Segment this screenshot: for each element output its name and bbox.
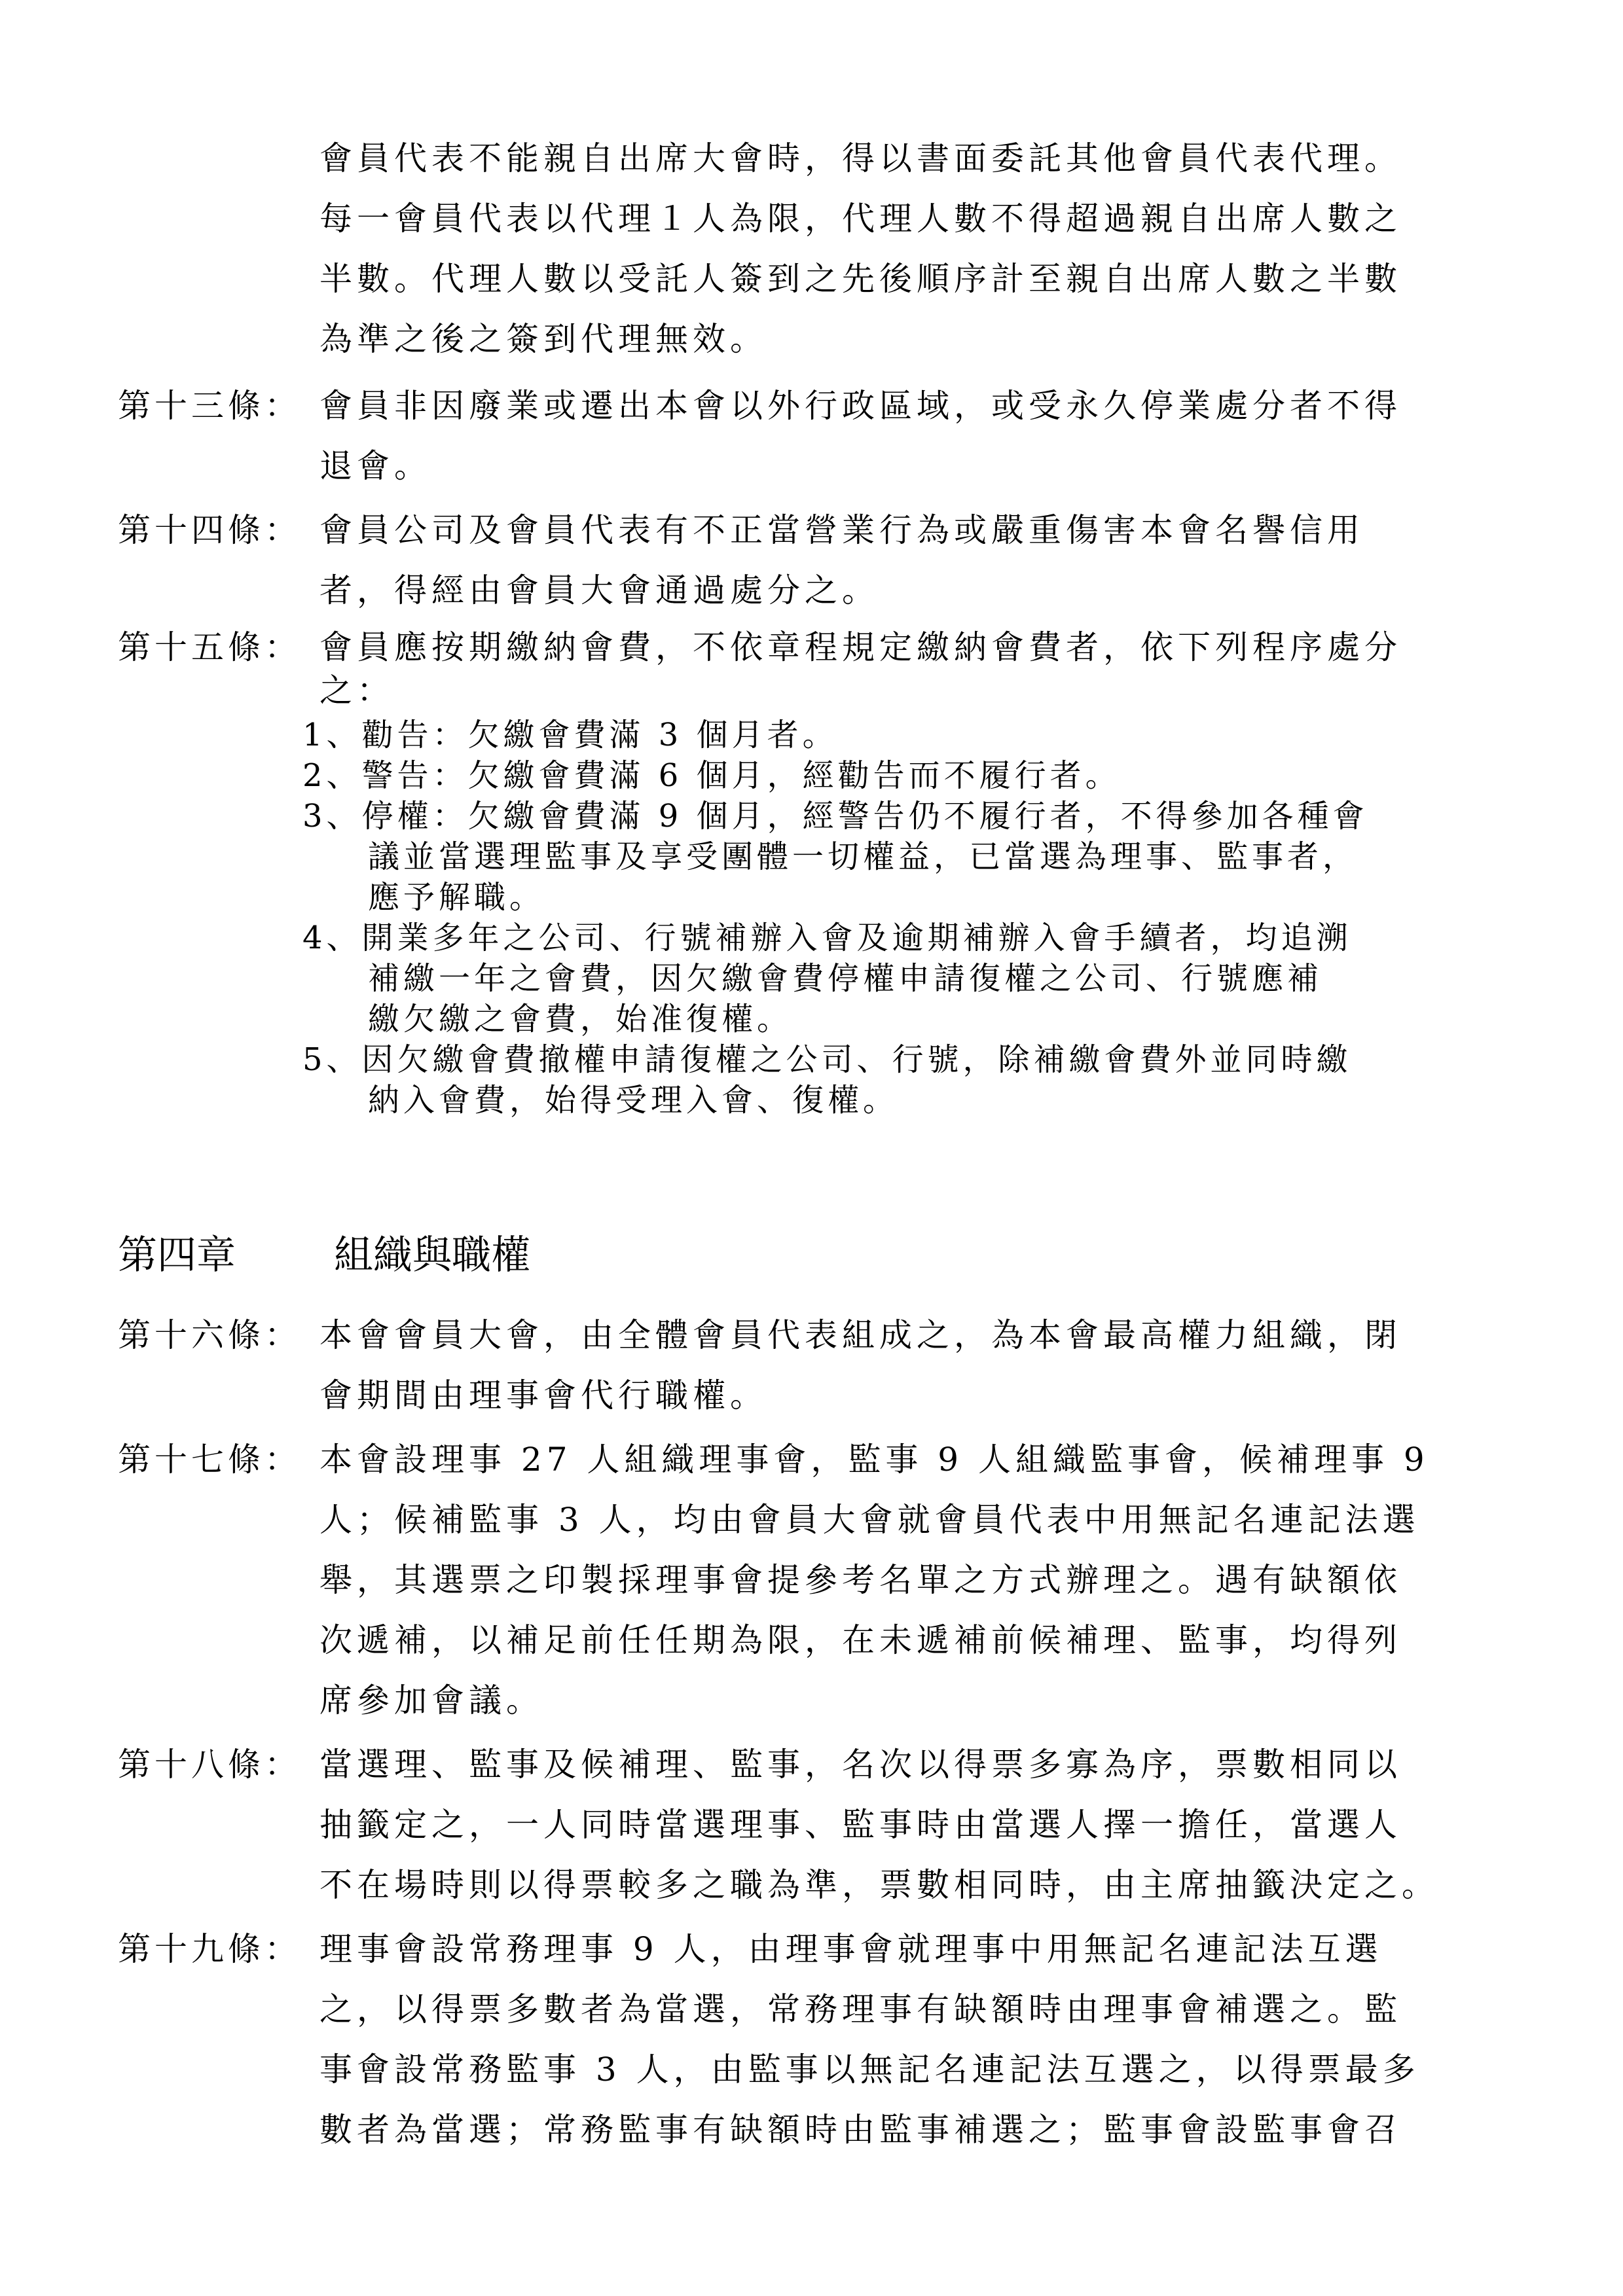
text-line: 會員代表不能親自出席大會時，得以書面委託其他會員代表代理。	[319, 139, 1402, 177]
text-line: 人；候補監事 3 人，均由會員大會就會員代表中用無記名連記法選	[319, 1501, 1420, 1539]
text-line: 納入會費，始得受理入會、復權。	[368, 1082, 899, 1119]
text-line: 會員公司及會員代表有不正當營業行為或嚴重傷害本會名譽信用	[319, 511, 1364, 549]
text-line: 2、警告：欠繳會費滿 6 個月，經勸告而不履行者。	[302, 757, 1121, 794]
text-line: 會員應按期繳納會費，不依章程規定繳納會費者，依下列程序處分	[319, 628, 1402, 666]
text-line: 者，得經由會員大會通過處分之。	[319, 571, 879, 609]
intro-paragraph	[319, 128, 1498, 369]
text-line: 退會。	[319, 447, 431, 485]
article-body	[319, 626, 1498, 712]
text-line: 理事會設常務理事 9 人，由理事會就理事中用無記名連記法互選	[319, 1930, 1383, 1968]
article-heading: 第十五條：	[118, 628, 301, 666]
text-line: 數者為當選；常務監事有缺額時由監事補選之；監事會設監事會召	[319, 2111, 1402, 2149]
text-line: 半數。代理人數以受託人簽到之先後順序計至親自出席人數之半數	[319, 260, 1402, 298]
article-body	[319, 1305, 1498, 1426]
text-line: 本會會員大會，由全體會員代表組成之，為本會最高權力組織，閉	[319, 1316, 1402, 1354]
list-item	[302, 755, 1501, 796]
text-line: 應予解職。	[368, 879, 545, 916]
text-line: 之：	[319, 672, 394, 709]
chapter-number: 第四章	[118, 1232, 236, 1278]
article-heading: 第十四條：	[118, 511, 301, 549]
list-item	[302, 918, 1501, 1039]
text-line: 不在場時則以得票較多之職為準，票數相同時，由主席抽籤決定之。	[319, 1866, 1439, 1904]
text-line: 會員非因廢業或遷出本會以外行政區域，或受永久停業處分者不得	[319, 387, 1402, 425]
text-line: 為準之後之簽到代理無效。	[319, 320, 767, 358]
text-line: 次遞補，以補足前任任期為限，在未遞補前候補理、監事，均得列	[319, 1621, 1402, 1659]
list-item	[302, 715, 1501, 755]
text-line: 事會設常務監事 3 人，由監事以無記名連記法互選之，以得票最多	[319, 2051, 1420, 2089]
article-heading: 第十九條：	[118, 1930, 301, 1968]
text-line: 席參加會議。	[319, 1681, 543, 1719]
text-line: 抽籤定之，一人同時當選理事、監事時由當選人擇一擔任，當選人	[319, 1806, 1402, 1844]
text-line: 3、停權：欠繳會費滿 9 個月，經警告仍不履行者，不得參加各種會	[302, 798, 1368, 834]
article-body	[319, 1919, 1498, 2160]
article-heading: 第十三條：	[118, 387, 301, 425]
text-line: 補繳一年之會費，因欠繳會費停權申請復權之公司、行號應補	[368, 960, 1323, 997]
text-line: 議並當選理監事及享受團體一切權益，已當選為理事、監事者，	[368, 838, 1359, 875]
text-line: 舉，其選票之印製採理事會提參考名單之方式辦理之。遇有缺額依	[319, 1561, 1402, 1599]
list-item	[302, 796, 1501, 918]
article-heading: 第十八條：	[118, 1746, 301, 1784]
article-body	[319, 1734, 1498, 1915]
text-line: 當選理、監事及候補理、監事，名次以得票多寡為序，票數相同以	[319, 1746, 1402, 1784]
text-line: 本會設理事 27 人組織理事會，監事 9 人組織監事會，候補理事 9	[319, 1441, 1429, 1479]
article-body	[319, 500, 1498, 620]
article-body	[319, 1429, 1498, 1731]
chapter-title: 組織與職權	[334, 1232, 530, 1278]
text-line: 之，以得票多數者為當選，常務理事有缺額時由理事會補選之。監	[319, 1990, 1402, 2028]
article-heading: 第十六條：	[118, 1316, 301, 1354]
article-body	[319, 376, 1498, 496]
list-item	[302, 1039, 1501, 1121]
text-line: 每一會員代表以代理１人為限，代理人數不得超過親自出席人數之	[319, 200, 1402, 238]
article-15-items	[302, 715, 1501, 1121]
article-heading: 第十七條：	[118, 1441, 301, 1479]
text-line: 繳欠繳之會費，始准復權。	[368, 1001, 793, 1037]
text-line: 5、因欠繳會費撤權申請復權之公司、行號，除補繳會費外並同時繳	[302, 1041, 1352, 1078]
text-line: 4、開業多年之公司、行號補辦入會及逾期補辦入會手續者，均追溯	[302, 920, 1352, 956]
text-line: 會期間由理事會代行職權。	[319, 1376, 767, 1414]
text-line: 1、勸告：欠繳會費滿 3 個月者。	[302, 717, 838, 753]
